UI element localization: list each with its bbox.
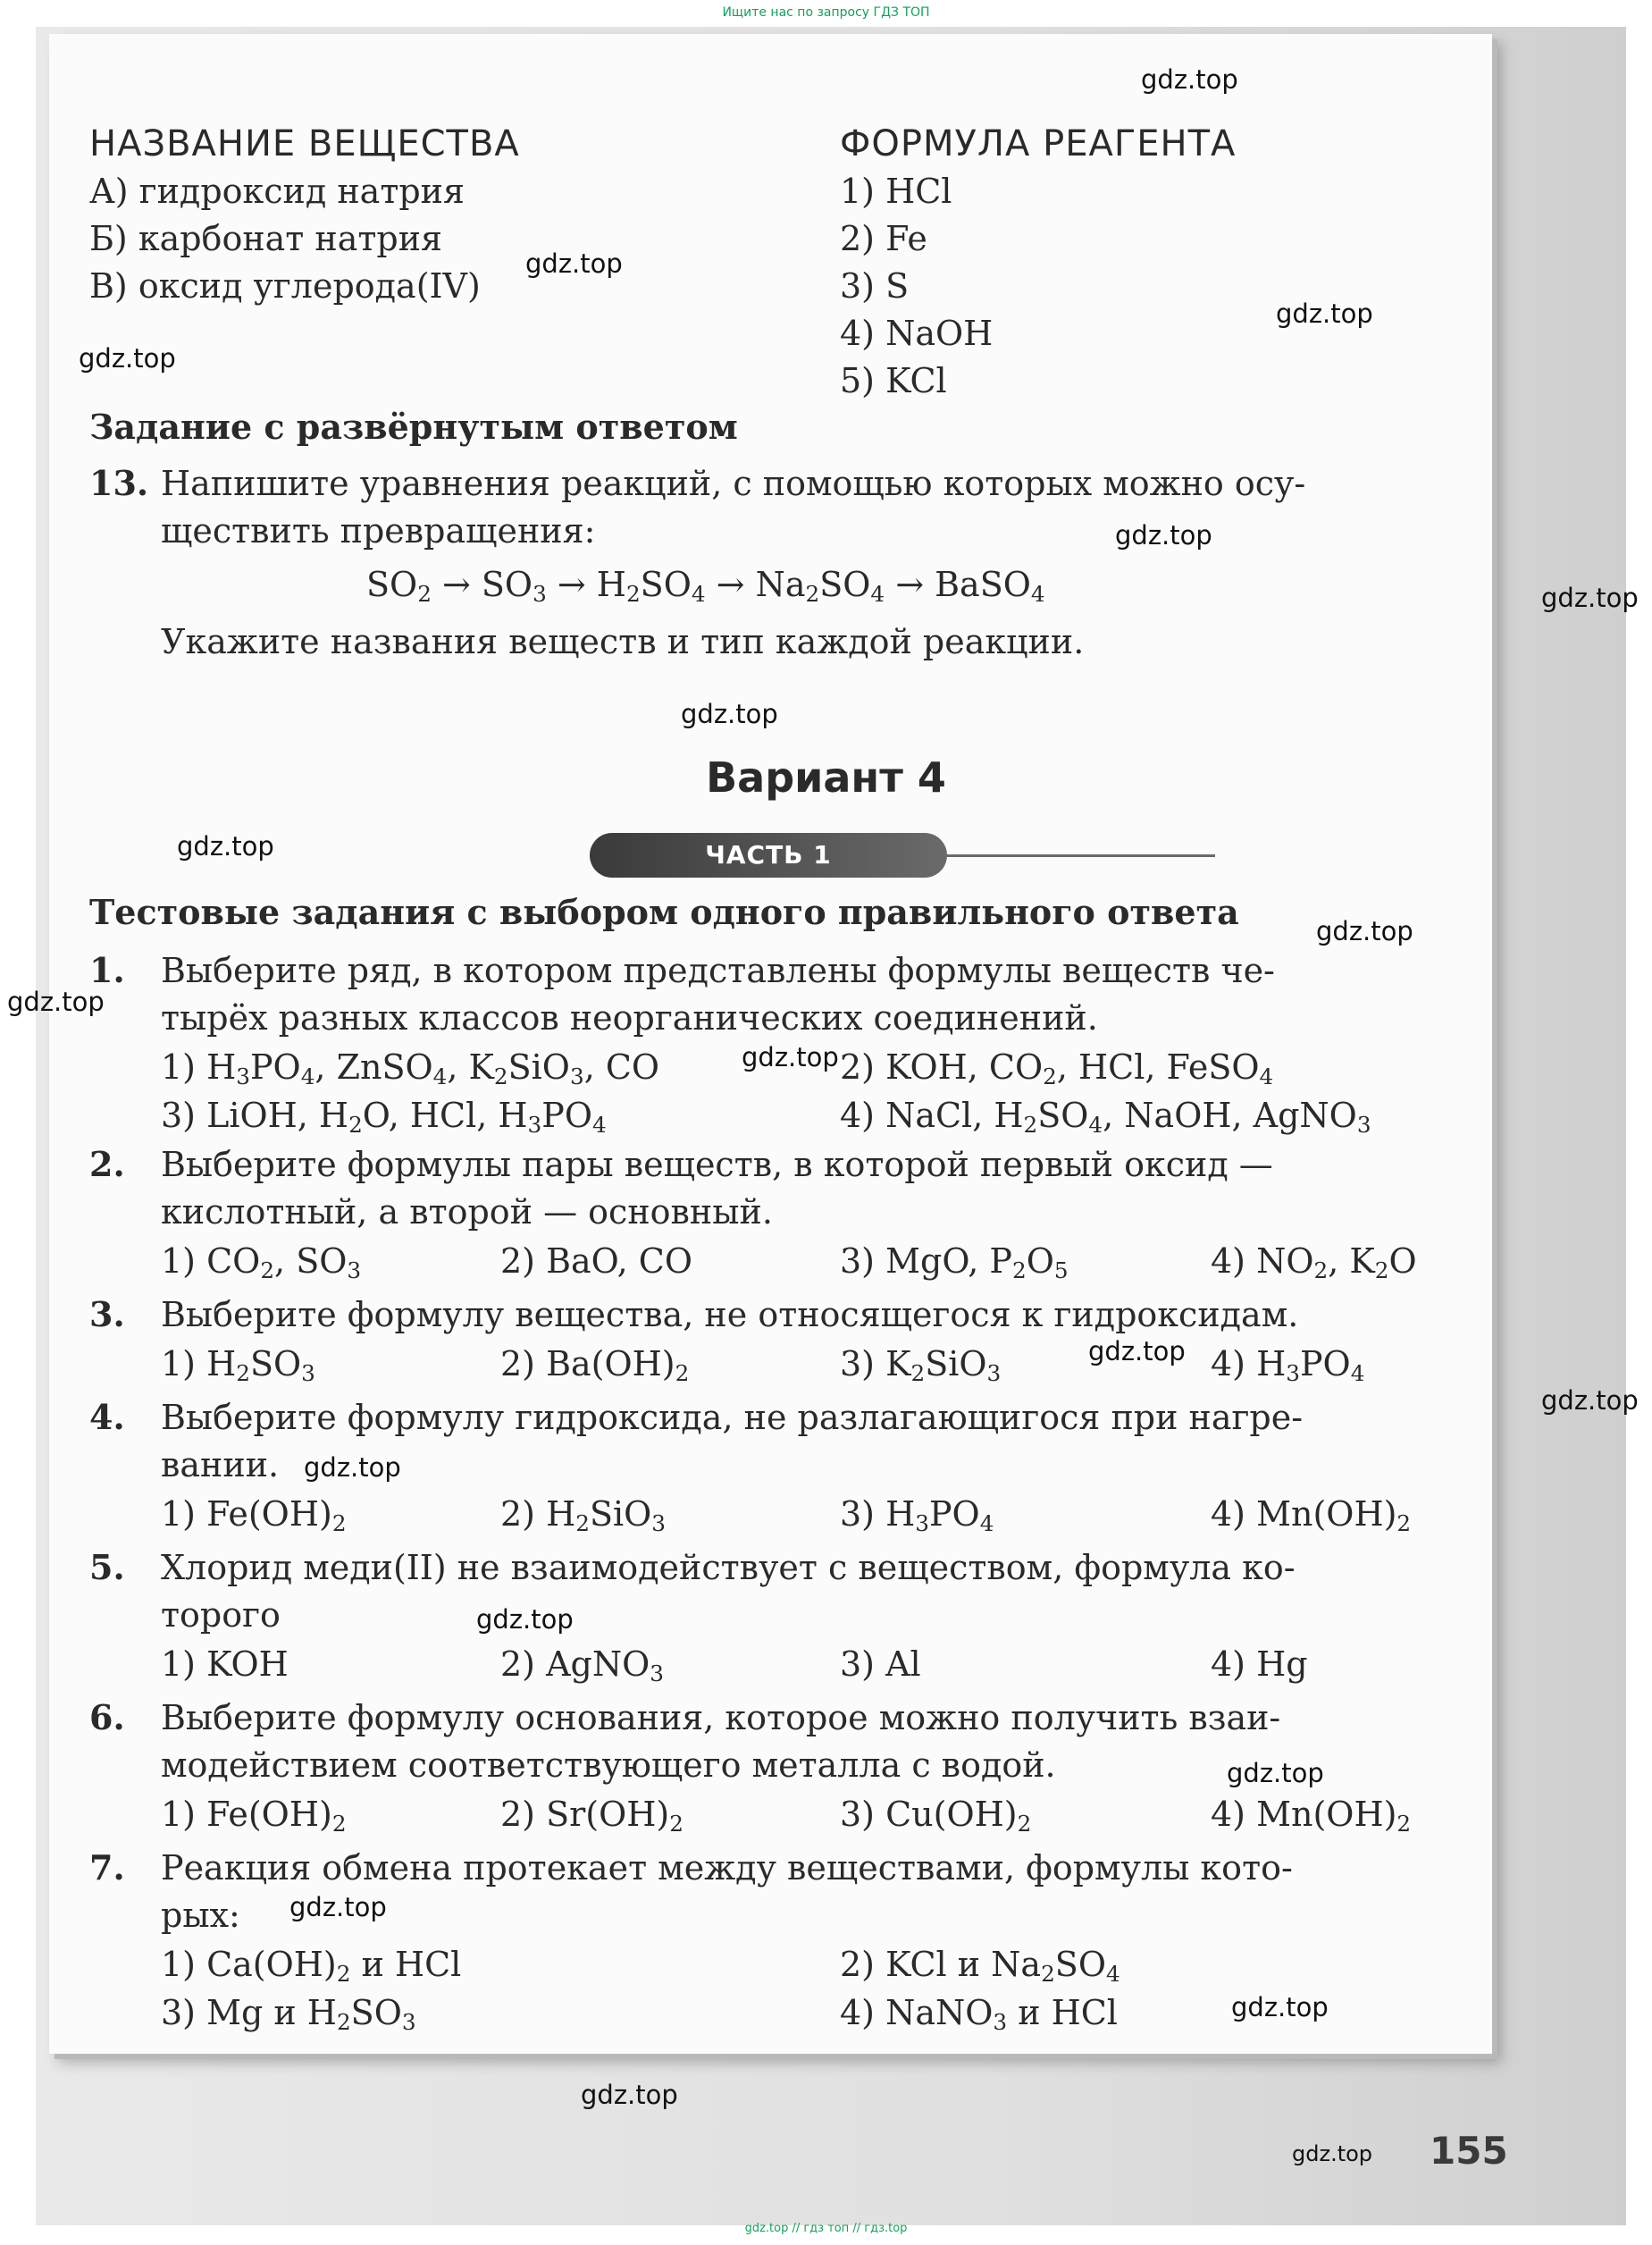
watermark: gdz.top [289, 1892, 387, 1922]
answer-option: 1) $H_3PO_4$, ZnSO$_4$, $K_2SiO_3$, CO [161, 1047, 660, 1090]
answer-option: 4) Hg [1211, 1644, 1308, 1684]
matching-left-item: Б) карбонат натрия [89, 219, 443, 258]
answer-option: 4) NaCl, $H_2SO_4$, NaOH, AgNO$_3$ [840, 1096, 1371, 1139]
answer-option: 2) $Ba(OH)_2$ [500, 1344, 690, 1387]
question-text-line: тырёх разных классов неорганических соединений. [161, 998, 1098, 1038]
reaction-chain: $SO_2 \to SO_3 \to H_2SO_4 \to Na_2SO_4$ → BaSO$_4$ [366, 565, 1045, 608]
answer-option: 3) LiOH, $H_2O$, HCl, $H_3PO_4$ [161, 1096, 607, 1139]
answer-option: 2) AgNO$_3$ [500, 1644, 664, 1687]
answer-option: 2) $Sr(OH)_2$ [500, 1795, 683, 1837]
task-text-line: Укажите названия веществ и тип каждой реакции. [161, 622, 1085, 661]
answer-option: 2) $H_2SiO_3$ [500, 1494, 667, 1537]
answer-option: 3) Al [840, 1644, 921, 1684]
answer-option: 2) KCl и $Na_2SO_4$ [840, 1945, 1120, 1988]
question-number: 1. [89, 950, 125, 990]
question-number: 5. [89, 1547, 125, 1587]
question-number: 3. [89, 1294, 125, 1334]
answer-option: 4) NaNO$_3$ и HCl [840, 1993, 1118, 2036]
answer-option: 3) $K_2SiO_3$ [840, 1344, 1002, 1387]
answer-option: 1) $Fe(OH)_2$ [161, 1795, 347, 1837]
watermark: gdz.top [7, 987, 105, 1017]
watermark: gdz.top [1231, 1992, 1329, 2022]
question-text-line: модействием соответствующего металла с водой. [161, 1745, 1056, 1785]
answer-option: 1) $H_2SO_3$ [161, 1344, 315, 1387]
answer-option: 4) $Mn(OH)_2$ [1211, 1795, 1412, 1837]
question-text-line: Выберите формулу основания, которое можно получить взаи- [161, 1698, 1281, 1737]
question-text-line: рых: [161, 1896, 240, 1935]
part-label: ЧАСТЬ 1 [705, 840, 832, 870]
watermark: gdz.top [1316, 916, 1413, 946]
question-text-line: вании. [161, 1445, 280, 1484]
watermark: gdz.top [1541, 583, 1639, 613]
question-text-line: Выберите формулы пары веществ, в которой первый оксид — [161, 1145, 1273, 1184]
watermark: gdz.top [525, 248, 623, 279]
watermark: gdz.top [1541, 1385, 1639, 1416]
answer-option: 3) MgO, $P_2O_5$ [840, 1241, 1069, 1284]
top-note: Ищите нас по запросу ГДЗ ТОП [722, 5, 930, 20]
bottom-note: gdz.top // гдз топ // гдз.top [744, 2222, 908, 2235]
watermark: gdz.top [304, 1452, 401, 1483]
answer-option: 1) KOH [161, 1644, 289, 1684]
variant-title: Вариант 4 [706, 753, 946, 802]
matching-right-item: 2) Fe [840, 219, 927, 258]
question-number: 2. [89, 1144, 125, 1184]
task-text-line: ществить превращения: [161, 511, 596, 551]
page-number: 155 [1430, 2129, 1508, 2173]
question-number: 4. [89, 1397, 125, 1437]
answer-option: 3) $Cu(OH)_2$ [840, 1795, 1032, 1837]
watermark: gdz.top [1141, 64, 1238, 95]
matching-right-item: 3) S [840, 266, 910, 306]
question-text-line: Выберите формулу гидроксида, не разлагающигося при нагре- [161, 1398, 1304, 1437]
question-text-line: торого [161, 1595, 281, 1635]
question-number: 7. [89, 1847, 125, 1888]
matching-col-right-header: ФОРМУЛА РЕАГЕНТА [840, 123, 1237, 164]
question-text-line: Выберите формулу вещества, не относящегося к гидроксидам. [161, 1295, 1299, 1334]
answer-option: 1) $Ca(OH)_2$ и HCl [161, 1945, 462, 1988]
watermark: gdz.top [1227, 1758, 1324, 1788]
question-number: 6. [89, 1697, 125, 1737]
matching-left-item: А) гидроксид натрия [89, 172, 465, 211]
matching-right-item: 5) KCl [840, 361, 947, 400]
matching-right-item: 1) HCl [840, 172, 952, 211]
task-number: 13. [89, 463, 149, 503]
matching-col-left-header: НАЗВАНИЕ ВЕЩЕСТВА [89, 123, 520, 164]
watermark: gdz.top [581, 2080, 678, 2110]
watermark: gdz.top [1276, 298, 1373, 329]
part-banner [590, 833, 947, 878]
answer-option: 2) KOH, $CO_2$, HCl, FeSO$_4$ [840, 1047, 1274, 1090]
answer-option: 1) $CO_2$, $SO_3$ [161, 1241, 362, 1284]
answer-option: 4) $Mn(OH)_2$ [1211, 1494, 1412, 1537]
answer-option: 3) $H_3PO_4$ [840, 1494, 994, 1537]
answer-option: 3) Mg и $H_2SO_3$ [161, 1993, 416, 2036]
answer-option: 1) $Fe(OH)_2$ [161, 1494, 347, 1537]
section-heading: Тестовые задания с выбором одного правильного ответа [89, 892, 1239, 932]
watermark: gdz.top [1292, 2141, 1373, 2166]
question-text-line: Выберите ряд, в котором представлены формулы веществ че- [161, 951, 1275, 990]
watermark: gdz.top [681, 699, 778, 729]
watermark: gdz.top [476, 1604, 574, 1635]
answer-option: 4) $H_3PO_4$ [1211, 1344, 1365, 1387]
question-text-line: кислотный, а второй — основный. [161, 1192, 773, 1232]
watermark: gdz.top [1088, 1336, 1186, 1366]
watermark: gdz.top [177, 831, 274, 862]
matching-left-item: В) оксид углерода(IV) [89, 266, 481, 306]
question-text-line: Реакция обмена протекает между веществами, формулы кото- [161, 1848, 1293, 1888]
watermark: gdz.top [79, 343, 176, 374]
extended-heading: Задание с развёрнутым ответом [89, 407, 738, 447]
task-text-line: Напишите уравнения реакций, с помощью которых можно осу- [161, 464, 1306, 503]
part-banner-line [947, 854, 1215, 857]
question-text-line: Хлорид меди(II) не взаимодействует с веществом, формула ко- [161, 1548, 1296, 1587]
watermark: gdz.top [1115, 520, 1212, 551]
matching-right-item: 4) NaOH [840, 314, 994, 353]
watermark: gdz.top [742, 1042, 839, 1072]
answer-option: 2) BaO, CO [500, 1241, 692, 1281]
answer-option: 4) $NO_2$, $K_2O$ [1211, 1241, 1417, 1284]
